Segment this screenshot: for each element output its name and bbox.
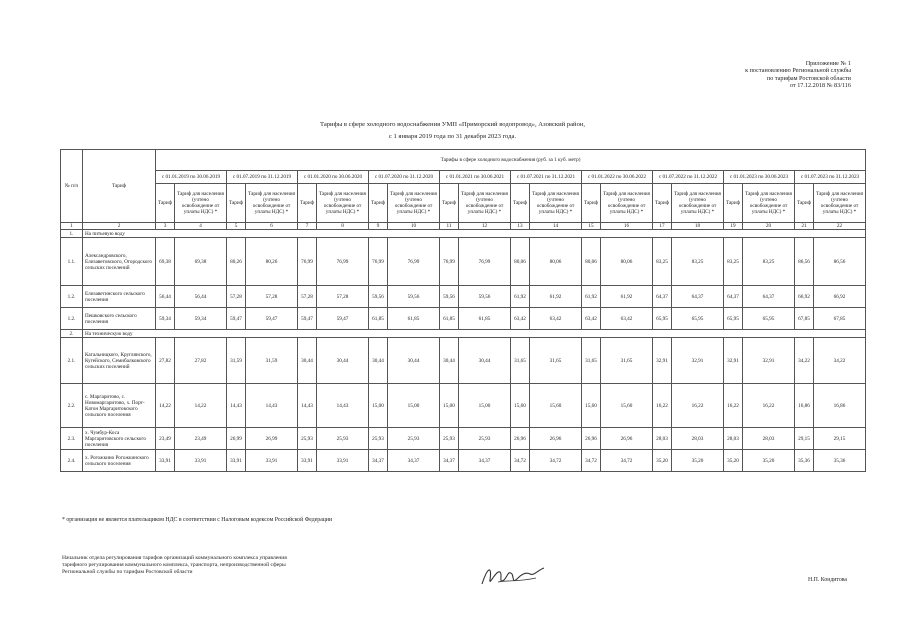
header-num: № п/п bbox=[61, 150, 83, 223]
tariff-value-cell: 33,91 bbox=[156, 450, 175, 472]
tariff-value-cell: 25,93 bbox=[459, 428, 511, 450]
table-row bbox=[61, 338, 866, 384]
tariff-value-cell: 56,44 bbox=[175, 286, 227, 308]
column-number: 12 bbox=[459, 223, 511, 230]
tariff-value-cell: 65,95 bbox=[724, 308, 743, 330]
tariff-value-cell: 16,86 bbox=[814, 384, 866, 428]
appendix-line: к постановлению Региональной службы bbox=[745, 67, 851, 75]
appendix-line: Приложение № 1 bbox=[805, 60, 851, 67]
tariff-value-cell: 65,95 bbox=[653, 308, 672, 330]
tariff-value-cell: 25,93 bbox=[369, 428, 388, 450]
tariff-value-cell: 63,42 bbox=[530, 308, 582, 330]
tariff-value-cell: 26,99 bbox=[246, 428, 298, 450]
tariff-value-cell: 57,28 bbox=[246, 286, 298, 308]
tariff-value-cell: 35,20 bbox=[743, 450, 795, 472]
tariff-value-cell: 30,44 bbox=[459, 338, 511, 384]
tariff-value-cell: 25,93 bbox=[317, 428, 369, 450]
tariff-value-cell: 69,38 bbox=[156, 238, 175, 286]
tariff-value-cell: 57,28 bbox=[227, 286, 246, 308]
column-number: 21 bbox=[795, 223, 814, 230]
tariff-value-cell: 28,03 bbox=[653, 428, 672, 450]
subheader-tariff: Тариф bbox=[227, 184, 246, 223]
document-subtitle: с 1 января 2019 года по 31 декабря 2023 года. bbox=[388, 133, 517, 140]
tariff-value-cell: 32,91 bbox=[724, 338, 743, 384]
column-number: 3 bbox=[156, 223, 175, 230]
tariff-value-cell: 65,95 bbox=[672, 308, 724, 330]
appendix-line: по тарифам Ростовской области bbox=[766, 74, 851, 82]
tariff-value-cell: 83,25 bbox=[653, 238, 672, 286]
tariff-value-cell: 34,72 bbox=[601, 450, 653, 472]
tariff-value-cell: 67,85 bbox=[795, 308, 814, 330]
tariff-value-cell: 76,99 bbox=[298, 238, 317, 286]
column-number: 13 bbox=[511, 223, 530, 230]
appendix-block bbox=[745, 60, 851, 90]
tariff-value-cell: 80,26 bbox=[227, 238, 246, 286]
tariff-value-cell: 35,20 bbox=[724, 450, 743, 472]
tariff-value-cell: 63,42 bbox=[601, 308, 653, 330]
table-row bbox=[61, 308, 866, 330]
tariff-value-cell: 61,85 bbox=[388, 308, 440, 330]
table-row bbox=[61, 450, 866, 472]
subheader-tariff: Тариф bbox=[653, 184, 672, 223]
tariff-value-cell: 16,22 bbox=[653, 384, 672, 428]
column-number: 6 bbox=[246, 223, 298, 230]
table-row bbox=[61, 286, 866, 308]
tariff-value-cell: 34,37 bbox=[369, 450, 388, 472]
tariff-value-cell: 61,85 bbox=[440, 308, 459, 330]
row-name: Александровского, Елизаветовского, Огородского сельских поселений bbox=[83, 238, 156, 286]
table-row bbox=[61, 428, 866, 450]
row-number: 1.2. bbox=[61, 286, 83, 308]
tariff-value-cell: 25,93 bbox=[440, 428, 459, 450]
row-number: 2.2. bbox=[61, 384, 83, 428]
tariff-value-cell: 76,99 bbox=[317, 238, 369, 286]
tariff-value-cell: 26,96 bbox=[530, 428, 582, 450]
row-name: Кагальницкого, Круглянского, Кугейского, Семибалковского сельских поселений bbox=[83, 338, 156, 384]
tariff-value-cell: 80,06 bbox=[582, 238, 601, 286]
row-number: 1.1. bbox=[61, 238, 83, 286]
column-number: 19 bbox=[724, 223, 743, 230]
column-number: 18 bbox=[672, 223, 724, 230]
tariff-value-cell: 61,85 bbox=[369, 308, 388, 330]
subheader-tariff: Тариф bbox=[582, 184, 601, 223]
tariff-value-cell: 30,44 bbox=[369, 338, 388, 384]
tariff-value-cell: 27,82 bbox=[175, 338, 227, 384]
period-header: с 01.01.2022 по 30.06.2022 bbox=[582, 171, 653, 184]
section-number: 1. bbox=[61, 230, 83, 238]
subheader-tariff: Тариф bbox=[724, 184, 743, 223]
section-number: 2. bbox=[61, 330, 83, 338]
document-title: Тарифы в сфере холодного водоснабжения УМП «Приморский водопровод», Азовский район, bbox=[319, 121, 586, 128]
tariff-value-cell: 59,56 bbox=[369, 286, 388, 308]
tariff-value-cell: 31,65 bbox=[511, 338, 530, 384]
section-title: На питьевую воду bbox=[83, 230, 866, 238]
tariff-value-cell: 80,26 bbox=[246, 238, 298, 286]
column-number: 22 bbox=[814, 223, 866, 230]
subheader-tariff: Тариф bbox=[369, 184, 388, 223]
tariff-table bbox=[60, 149, 866, 472]
tariff-value-cell: 76,99 bbox=[388, 238, 440, 286]
tariff-value-cell: 63,42 bbox=[582, 308, 601, 330]
tariff-value-cell: 35,36 bbox=[814, 450, 866, 472]
period-header: с 01.07.2019 по 31.12.2019 bbox=[227, 171, 298, 184]
tariff-value-cell: 25,93 bbox=[298, 428, 317, 450]
row-name: с. Маргаритово, с. Новомаргаритово, х. Порт-Катон Маргаритовского сельского поселения bbox=[83, 384, 156, 428]
tariff-value-cell: 14,43 bbox=[246, 384, 298, 428]
tariff-value-cell: 27,82 bbox=[156, 338, 175, 384]
tariff-value-cell: 35,20 bbox=[653, 450, 672, 472]
subheader-tariff: Тариф bbox=[156, 184, 175, 223]
tariff-value-cell: 57,28 bbox=[298, 286, 317, 308]
tariff-value-cell: 16,86 bbox=[795, 384, 814, 428]
row-number: 2.3. bbox=[61, 428, 83, 450]
period-header: с 01.01.2023 по 30.06.2023 bbox=[724, 171, 795, 184]
tariff-value-cell: 30,44 bbox=[440, 338, 459, 384]
tariff-value-cell: 33,91 bbox=[317, 450, 369, 472]
tariff-value-cell: 64,37 bbox=[743, 286, 795, 308]
tariff-value-cell: 61,92 bbox=[601, 286, 653, 308]
tariff-value-cell: 59,47 bbox=[298, 308, 317, 330]
tariff-value-cell: 64,37 bbox=[672, 286, 724, 308]
column-number: 10 bbox=[388, 223, 440, 230]
column-number: 16 bbox=[601, 223, 653, 230]
tariff-value-cell: 61,92 bbox=[582, 286, 601, 308]
tariff-value-cell: 59,56 bbox=[459, 286, 511, 308]
tariff-value-cell: 31,59 bbox=[227, 338, 246, 384]
tariff-value-cell: 26,96 bbox=[511, 428, 530, 450]
tariff-value-cell: 35,36 bbox=[795, 450, 814, 472]
signer-title: Начальник отдела регулирования тарифов организаций коммунального комплекса управления тарифного регулирования коммунального комплекса, транспорта, непроизводственной сферы Региональной службы по тарифам Ростовской области bbox=[62, 555, 287, 575]
tariff-value-cell: 34,72 bbox=[582, 450, 601, 472]
subheader-population-tariff: Тариф для населения (учтено освобождение от уплаты НДС) * bbox=[672, 184, 724, 223]
column-number: 7 bbox=[298, 223, 317, 230]
tariff-value-cell: 32,91 bbox=[743, 338, 795, 384]
tariff-value-cell: 61,85 bbox=[459, 308, 511, 330]
tariff-value-cell: 69,38 bbox=[175, 238, 227, 286]
column-number: 2 bbox=[83, 223, 156, 230]
tariff-value-cell: 83,25 bbox=[724, 238, 743, 286]
tariff-value-cell: 25,93 bbox=[388, 428, 440, 450]
section-title: На техническую воду bbox=[83, 330, 866, 338]
tariff-value-cell: 26,96 bbox=[601, 428, 653, 450]
column-number: 8 bbox=[317, 223, 369, 230]
tariff-value-cell: 59,56 bbox=[440, 286, 459, 308]
tariff-value-cell: 23,49 bbox=[175, 428, 227, 450]
tariff-value-cell: 29,15 bbox=[814, 428, 866, 450]
tariff-value-cell: 31,65 bbox=[530, 338, 582, 384]
column-number: 15 bbox=[582, 223, 601, 230]
subheader-population-tariff: Тариф для населения (учтено освобождение от уплаты НДС) * bbox=[246, 184, 298, 223]
tariff-value-cell: 32,91 bbox=[653, 338, 672, 384]
tariff-value-cell: 76,99 bbox=[369, 238, 388, 286]
tariff-value-cell: 86,56 bbox=[814, 238, 866, 286]
tariff-value-cell: 31,65 bbox=[601, 338, 653, 384]
tariff-value-cell: 16,22 bbox=[724, 384, 743, 428]
subheader-tariff: Тариф bbox=[440, 184, 459, 223]
period-header: с 01.01.2019 по 30.06.2019 bbox=[156, 171, 227, 184]
tariff-value-cell: 33,91 bbox=[175, 450, 227, 472]
row-number: 2.1. bbox=[61, 338, 83, 384]
subheader-population-tariff: Тариф для населения (учтено освобождение от уплаты НДС) * bbox=[814, 184, 866, 223]
tariff-value-cell: 34,37 bbox=[459, 450, 511, 472]
tariff-value-cell: 26,99 bbox=[227, 428, 246, 450]
tariff-value-cell: 34,22 bbox=[814, 338, 866, 384]
column-number: 9 bbox=[369, 223, 388, 230]
table-row bbox=[61, 384, 866, 428]
column-number: 5 bbox=[227, 223, 246, 230]
tariff-value-cell: 28,03 bbox=[724, 428, 743, 450]
tariff-value-cell: 34,37 bbox=[388, 450, 440, 472]
table-row bbox=[61, 238, 866, 286]
period-header: с 01.07.2023 по 31.12.2023 bbox=[795, 171, 866, 184]
tariff-value-cell: 64,37 bbox=[653, 286, 672, 308]
subheader-tariff: Тариф bbox=[795, 184, 814, 223]
tariff-value-cell: 30,44 bbox=[388, 338, 440, 384]
tariff-value-cell: 59,34 bbox=[156, 308, 175, 330]
tariff-value-cell: 83,25 bbox=[743, 238, 795, 286]
subheader-population-tariff: Тариф для населения (учтено освобождение от уплаты НДС) * bbox=[388, 184, 440, 223]
column-number: 11 bbox=[440, 223, 459, 230]
tariff-value-cell: 59,47 bbox=[317, 308, 369, 330]
tariff-value-cell: 64,37 bbox=[724, 286, 743, 308]
tariff-value-cell: 76,99 bbox=[440, 238, 459, 286]
tariff-value-cell: 28,03 bbox=[743, 428, 795, 450]
tariff-value-cell: 15,60 bbox=[582, 384, 601, 428]
footnote: * организация не является плательщиком НДС в соответствии с Налоговым кодексом Российской Федерации bbox=[62, 517, 333, 523]
tariff-value-cell: 59,56 bbox=[388, 286, 440, 308]
subheader-tariff: Тариф bbox=[511, 184, 530, 223]
section-row bbox=[61, 330, 866, 338]
column-number: 1 bbox=[61, 223, 83, 230]
tariff-value-cell: 65,95 bbox=[743, 308, 795, 330]
period-header: с 01.01.2021 по 30.06.2021 bbox=[440, 171, 511, 184]
tariff-value-cell: 34,72 bbox=[511, 450, 530, 472]
tariff-value-cell: 61,92 bbox=[511, 286, 530, 308]
tariff-value-cell: 34,22 bbox=[795, 338, 814, 384]
tariff-value-cell: 33,91 bbox=[246, 450, 298, 472]
subheader-population-tariff: Тариф для населения (учтено освобождение от уплаты НДС) * bbox=[530, 184, 582, 223]
tariff-value-cell: 59,34 bbox=[175, 308, 227, 330]
tariff-value-cell: 14,22 bbox=[175, 384, 227, 428]
tariff-value-cell: 67,85 bbox=[814, 308, 866, 330]
tariff-value-cell: 15,00 bbox=[388, 384, 440, 428]
tariff-value-cell: 34,72 bbox=[530, 450, 582, 472]
tariff-value-cell: 35,20 bbox=[672, 450, 724, 472]
tariff-value-cell: 30,44 bbox=[317, 338, 369, 384]
tariff-value-cell: 56,44 bbox=[156, 286, 175, 308]
column-number: 17 bbox=[653, 223, 672, 230]
tariff-value-cell: 59,47 bbox=[227, 308, 246, 330]
subheader-tariff: Тариф bbox=[298, 184, 317, 223]
section-row bbox=[61, 230, 866, 238]
tariff-value-cell: 31,59 bbox=[246, 338, 298, 384]
tariff-value-cell: 31,65 bbox=[582, 338, 601, 384]
column-number: 4 bbox=[175, 223, 227, 230]
signature-image bbox=[478, 562, 548, 590]
tariff-value-cell: 86,56 bbox=[795, 238, 814, 286]
subheader-population-tariff: Тариф для населения (учтено освобождение от уплаты НДС) * bbox=[175, 184, 227, 223]
tariff-value-cell: 80,06 bbox=[601, 238, 653, 286]
row-name: Елизаветинского сельского поселения bbox=[83, 286, 156, 308]
row-number: 1.2. bbox=[61, 308, 83, 330]
tariff-value-cell: 33,91 bbox=[298, 450, 317, 472]
period-header: с 01.07.2021 по 31.12.2021 bbox=[511, 171, 582, 184]
subheader-population-tariff: Тариф для населения (учтено освобождение от уплаты НДС) * bbox=[601, 184, 653, 223]
tariff-value-cell: 80,06 bbox=[511, 238, 530, 286]
tariff-value-cell: 15,60 bbox=[601, 384, 653, 428]
subheader-population-tariff: Тариф для населения (учтено освобождение от уплаты НДС) * bbox=[317, 184, 369, 223]
tariff-value-cell: 15,60 bbox=[511, 384, 530, 428]
row-number: 2.4. bbox=[61, 450, 83, 472]
tariff-value-cell: 66,92 bbox=[795, 286, 814, 308]
tariff-value-cell: 29,15 bbox=[795, 428, 814, 450]
tariff-value-cell: 80,06 bbox=[530, 238, 582, 286]
tariff-value-cell: 57,28 bbox=[317, 286, 369, 308]
tariff-value-cell: 28,03 bbox=[672, 428, 724, 450]
tariff-value-cell: 15,60 bbox=[530, 384, 582, 428]
column-number: 14 bbox=[530, 223, 582, 230]
tariff-value-cell: 26,96 bbox=[582, 428, 601, 450]
tariff-value-cell: 32,91 bbox=[672, 338, 724, 384]
tariff-value-cell: 83,25 bbox=[672, 238, 724, 286]
subheader-population-tariff: Тариф для населения (учтено освобождение от уплаты НДС) * bbox=[743, 184, 795, 223]
tariff-value-cell: 16,22 bbox=[743, 384, 795, 428]
signer-name: Н.П. Кондитова bbox=[808, 577, 847, 583]
tariff-value-cell: 16,22 bbox=[672, 384, 724, 428]
appendix-line: от 17.12.2018 № 83/116 bbox=[789, 82, 851, 90]
tariff-value-cell: 15,00 bbox=[440, 384, 459, 428]
tariff-value-cell: 14,43 bbox=[227, 384, 246, 428]
header-tariff: Тариф bbox=[83, 150, 156, 223]
tariff-value-cell: 30,44 bbox=[298, 338, 317, 384]
tariff-value-cell: 14,43 bbox=[298, 384, 317, 428]
tariff-value-cell: 14,43 bbox=[317, 384, 369, 428]
tariff-value-cell: 14,22 bbox=[156, 384, 175, 428]
row-name: х. Чумбур-Коса Маргаритовского сельского поселения bbox=[83, 428, 156, 450]
tariff-value-cell: 23,49 bbox=[156, 428, 175, 450]
row-name: Пешковского сельского поселения bbox=[83, 308, 156, 330]
period-header: с 01.01.2020 по 30.06.2020 bbox=[298, 171, 369, 184]
subheader-population-tariff: Тариф для населения (учтено освобождение от уплаты НДС) * bbox=[459, 184, 511, 223]
period-header: с 01.07.2022 по 31.12.2022 bbox=[653, 171, 724, 184]
column-number: 20 bbox=[743, 223, 795, 230]
tariff-value-cell: 15,00 bbox=[459, 384, 511, 428]
tariff-value-cell: 66,92 bbox=[814, 286, 866, 308]
tariff-value-cell: 33,91 bbox=[227, 450, 246, 472]
tariff-value-cell: 61,92 bbox=[530, 286, 582, 308]
tariff-value-cell: 76,99 bbox=[459, 238, 511, 286]
tariff-value-cell: 15,00 bbox=[369, 384, 388, 428]
row-name: х. Рогожкино Рогожкинского сельского поселения bbox=[83, 450, 156, 472]
header-group: Тарифы в сфере холодного водоснабжения (руб. за 1 куб. метр) bbox=[156, 150, 866, 171]
tariff-value-cell: 34,37 bbox=[440, 450, 459, 472]
tariff-value-cell: 63,42 bbox=[511, 308, 530, 330]
tariff-value-cell: 59,47 bbox=[246, 308, 298, 330]
period-header: с 01.07.2020 по 31.12.2020 bbox=[369, 171, 440, 184]
